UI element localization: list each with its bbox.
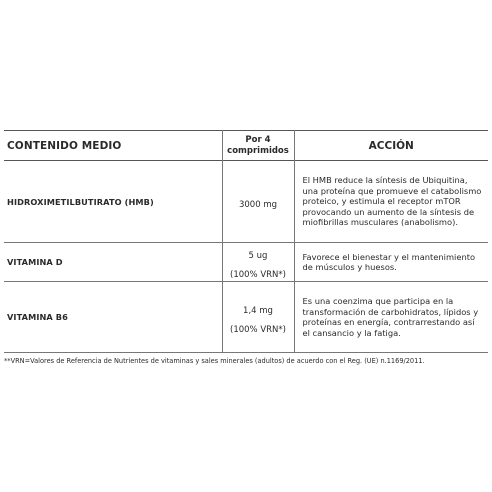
- footnote: **VRN=Valores de Referencia de Nutrientes de vitaminas y sales minerales (adultos) de acuerdo con el Reg. (UE) n.1169/2011.: [4, 357, 425, 365]
- dose-cell: [222, 161, 294, 243]
- table-row: [4, 282, 488, 353]
- ingredient-name: VITAMINA D: [7, 257, 63, 267]
- header-dose-line1: Por 4: [245, 134, 271, 145]
- header-dose: [222, 131, 294, 161]
- table-header-row: [4, 131, 488, 161]
- nutrition-table: [4, 130, 488, 353]
- dose-cell: [222, 282, 294, 353]
- action-text: Es una coenzima que participa en la transformación de carbohidratos, lípidos y proteínas en energía, contrarrestando así el cansancio y la fatiga.: [302, 296, 479, 338]
- header-content: CONTENIDO MEDIO: [7, 139, 122, 152]
- action-text: El HMB reduce la síntesis de Ubiquitina, una proteína que promueve el catabolismo proteico, y estimula el receptor mTOR provocando un aumento de la síntesis de miofibrillas musculares (anabolismo).: [302, 175, 482, 228]
- action-text: Favorece el bienestar y el mantenimiento de músculos y huesos.: [302, 251, 476, 272]
- dose-cell: [222, 243, 294, 282]
- table-row: [4, 243, 488, 282]
- header-dose-line2: comprimidos: [227, 145, 289, 156]
- dose-value: 1,4 mg (100% VRN*): [230, 306, 286, 335]
- ingredient-name: HIDROXIMETILBUTIRATO (HMB): [7, 196, 154, 207]
- table-row: [4, 161, 488, 243]
- dose-value: 3000 mg: [238, 200, 277, 210]
- header-action: ACCIÓN: [368, 139, 414, 152]
- dose-value: 5 ug (100% VRN*): [230, 251, 286, 280]
- ingredient-name: VITAMINA B6: [7, 312, 68, 322]
